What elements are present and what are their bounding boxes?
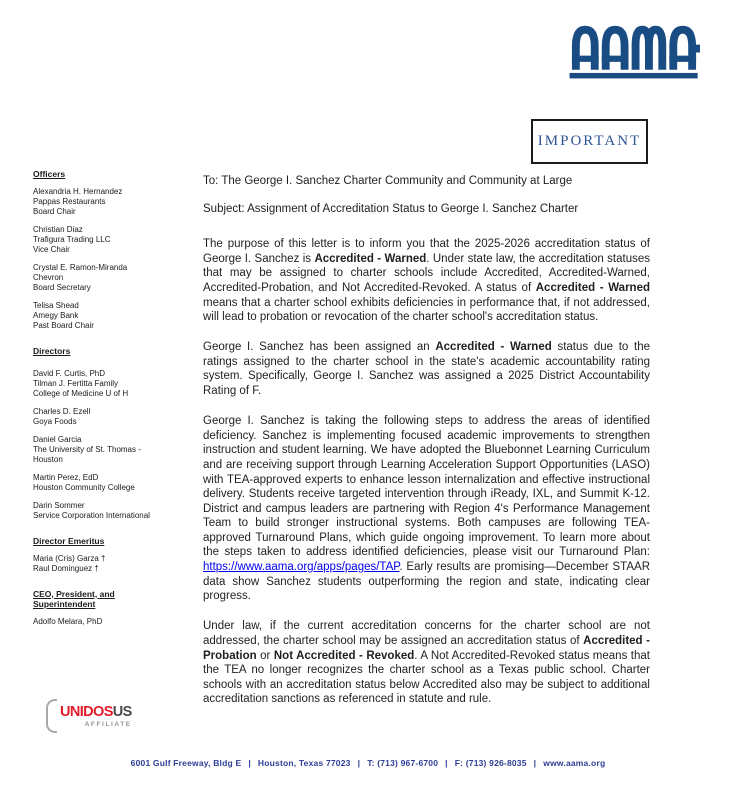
letter-paragraph [203,237,650,325]
board-member-line: Alexandria H. Hernandez [33,186,123,196]
unidos-us-wordmark: US [112,703,132,720]
paragraph-text: . Under state law, the accreditation statuses that may be assigned to charter schools include Accredited, Accredited-Warned, Accredited-Probation, and Not Accredited-Revoked. A status of [203,252,650,294]
sidebar-section-heading: Officers [33,169,66,179]
status-emphasis-text: Not Accredited - Revoked [273,649,415,662]
paragraph-text: Under law, if the current accreditation concerns for the charter school are not addressed, the charter school may be assigned an accreditation status of [203,620,650,647]
letter-paragraphs [203,237,650,707]
board-sidebar [33,169,193,642]
board-member-line: Service Corporation International [33,511,150,520]
affiliate-tagline: AFFILIATE [84,720,132,728]
sidebar-section-heading: Directors [33,345,71,356]
footer-item: T: (713) 967-6700 [367,758,439,768]
board-member-line: Raul Dominguez † [33,563,99,573]
sidebar-section-heading: Director Emeritus [33,536,105,546]
footer-item: www.aama.org [543,758,606,768]
aama-logo [568,24,700,81]
board-member-line: Chevron [33,272,64,282]
paragraph-text: means that a charter school exhibits deficiencies in performance that, if not addressed, will lead to probation or revocation of the charter school's accreditation status. [203,296,650,324]
board-member-line: Vice Chair [33,244,70,254]
board-member-line: Board Chair [33,206,76,216]
board-member-line: Trafigura Trading LLC [33,234,111,244]
unidos-wordmark: UNIDOS [60,703,113,720]
footer-separator: | [445,758,448,768]
status-emphasis-text: Accredited - Warned [435,341,552,354]
board-member-entry [33,407,193,427]
board-member-entry [33,187,193,217]
paragraph-text: . Early results are promising—December STAAR data show Sanchez students outperforming the region and state, indicating clear progress. [203,561,650,603]
board-member-line: Board Secretary [33,282,91,292]
unidos-bracket-icon [46,699,57,733]
letter-paragraph [203,619,650,707]
paragraph-text: status due to the ratings assigned to the charter school in the state's academic accountability rating system. Specifically, George I. Sanchez was assigned a 2025 District Accountability Rating of F. [203,341,650,398]
footer-contact-bar [0,758,736,768]
sidebar-section [33,536,193,574]
footer-item: 6001 Gulf Freeway, Bldg E [130,758,242,768]
board-member-line: Maria (Cris) Garza † [33,553,106,563]
letter-body [203,174,650,722]
board-member-line: Past Board Chair [33,320,94,330]
board-member-entry [33,617,193,627]
board-member-line: Charles D. Ezell [33,407,91,416]
board-member-line: Pappas Restaurants [33,196,106,206]
important-stamp [531,119,648,164]
board-member-line: Darin Sommer [33,501,85,510]
board-member-entry [33,225,193,255]
sidebar-section [33,169,193,331]
sidebar-section [33,346,193,522]
board-member-line: Houston [33,455,63,464]
board-member-line: Tilman J. Fertitta Family [33,379,119,388]
paragraph-text: The purpose of this letter is to inform you that the 2025-2026 accreditation status of George I. Sanchez is [203,238,650,265]
board-member-line: Amegy Bank [33,310,79,320]
status-emphasis-text: Accredited - Probation [203,634,650,662]
board-member-line: Telisa Shead [33,300,79,310]
sidebar-section [33,589,193,627]
board-member-entry [33,435,193,465]
subject-line: Subject: Assignment of Accreditation Status to George I. Sanchez Charter [203,202,579,215]
board-member-line: College of Medicine U of H [33,389,129,398]
status-emphasis-text: Accredited - Warned [535,281,650,294]
unidosus-affiliate-logo [46,699,132,733]
footer-separator: | [533,758,537,768]
to-line: To: The George I. Sanchez Charter Community and Community at Large [203,175,573,187]
board-member-entry [33,301,193,331]
letter-paragraph [203,340,650,398]
board-member-entry [33,473,193,493]
board-member-line: David F. Curtis, PhD [33,369,106,378]
board-member-line: Houston Community College [33,483,135,492]
board-member-entry [33,263,193,293]
important-label: IMPORTANT [537,133,642,149]
sidebar-section-heading: CEO, President, and Superintendent [33,588,115,609]
turnaround-plan-link[interactable]: https://www.aama.org/apps/pages/TAP [203,561,400,574]
board-member-entry [33,369,193,399]
board-member-line: Christian Diaz [33,224,83,234]
board-member-entry [33,501,193,521]
paragraph-text: George I. Sanchez has been assigned an [203,341,436,354]
aama-logo-icon [568,24,700,81]
footer-separator: | [357,758,361,768]
paragraph-text: . A Not Accredited-Revoked status means that the TEA no longer recognizes the charter school as a Texas public school. Charter schools with an accreditation status below Accredited also may be subject to additional accreditation sanctions as referenced in statute and rule. [203,649,650,706]
board-member-entry [33,554,193,574]
footer-item: Houston, Texas 77023 [257,758,351,768]
board-member-line: Adolfo Melara, PhD [33,616,103,626]
paragraph-text: or [256,649,274,662]
board-member-line: Goya Foods [33,417,77,426]
paragraph-text: George I. Sanchez is taking the following steps to address the areas of identified deficiency. Sanchez is implementing focused academic improvements to strengthen instruction and student learning. We have adopted the Bluebonnet Learning Curriculum and are receiving support through Learning Acceleration Support Opportunities (LASO) with TEA-approved experts to enhance lesson internalization and effective instructional delivery. Students receive targeted intervention through iReady, IXL, and Summit K-12. District and campus leaders are partnering with Region 4's Performance Management Team to build stronger instructional systems. Both campuses are following TEA-approved Turnaround Plans, which guide ongoing improvement. To learn more about the steps taken to address identified deficiencies, please visit our Turnaround Plan: [203,415,650,559]
board-member-line: The University of St. Thomas - [33,445,141,454]
board-member-line: Daniel Garcia [33,435,82,444]
footer-item: F: (713) 926-8035 [454,758,527,768]
footer-separator: | [248,758,251,768]
board-member-line: Martin Perez, EdD [33,473,99,482]
board-member-line: Crystal E. Ramon-Miranda [33,262,128,272]
status-emphasis-text: Accredited - Warned [314,252,427,265]
letter-paragraph [203,414,650,604]
